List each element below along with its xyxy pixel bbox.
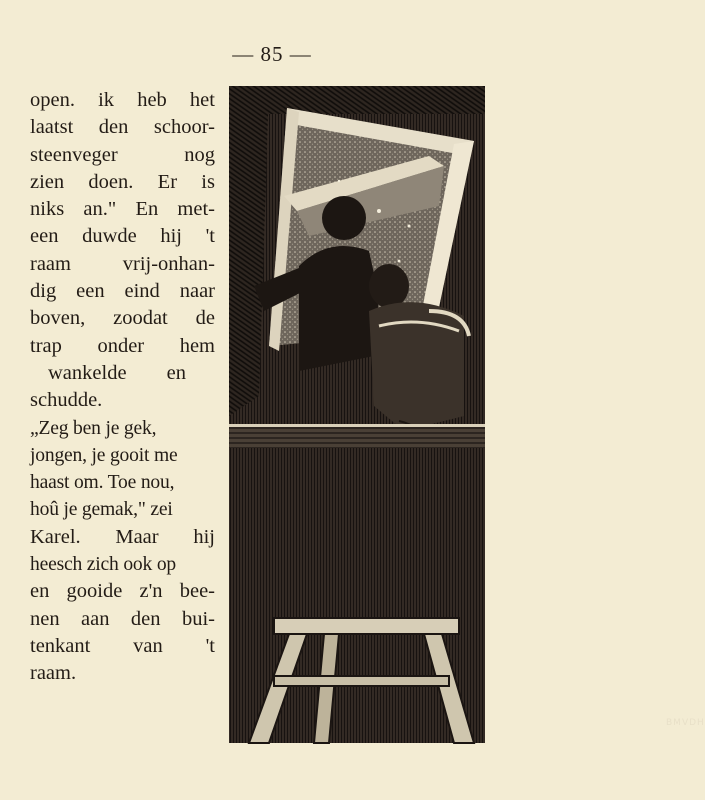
text-line [30,360,186,387]
text-word: heb [137,89,167,111]
text-line [30,169,215,196]
text-word: vrij-onhan- [122,252,215,275]
text-line [30,496,215,523]
text-word: en [30,580,50,603]
page-number: — 85 — [232,42,312,66]
text-word: Maar [115,525,159,548]
text-line [30,387,215,414]
text-word: nen [30,607,60,630]
text-word: van [133,634,163,657]
body-text [30,87,215,688]
text-word: bui- [181,607,215,630]
text-word: den [98,116,129,139]
text-line [30,251,215,278]
text-line [30,551,215,578]
text-word: raam [30,252,71,275]
text-word: zoodat [113,307,168,330]
text-line [30,469,215,496]
text-word: haast om. Toe nou, [30,472,175,494]
text-line [30,87,215,114]
text-line [30,305,215,332]
illustrator-signature: BMVDH [666,718,705,728]
text-line [30,333,215,360]
text-word: gooide [66,580,123,603]
text-word: den [130,607,161,630]
text-word: doen. [88,170,134,193]
text-word: ik [98,89,115,111]
text-word: hij [193,525,215,548]
text-word: Karel. [30,525,81,548]
text-word: steenveger [30,143,118,166]
text-word: zien [30,170,65,193]
text-line [30,660,215,687]
text-word: is [201,170,215,193]
text-word: de [195,307,215,330]
text-word: een [30,225,59,248]
text-word: raam. [30,662,77,685]
text-word: „Zeg ben je gek, [30,417,157,439]
text-line [30,442,215,469]
text-line [30,142,215,169]
text-word: schoor- [153,116,215,139]
text-word: duwde [82,225,137,248]
text-word: niks [30,198,65,221]
text-word: een [76,280,105,303]
text-word: en [166,361,186,384]
text-word: boven, [30,307,86,330]
text-word: Er [157,170,178,193]
window-sill [229,426,485,448]
text-word: 't [205,634,215,657]
text-word: schudde. [30,389,103,412]
text-line [30,196,215,223]
text-line [30,524,215,551]
text-word: hoû je gemak," zei [30,499,173,521]
text-word: dig [30,280,57,303]
text-word: met- [177,198,215,221]
engraving-illustration [229,86,705,743]
text-word: an." [83,198,117,221]
text-line [30,578,215,605]
text-line [30,114,215,141]
text-line [30,278,215,305]
text-word: wankelde [48,361,127,384]
text-line [30,223,215,250]
text-line [30,606,215,633]
text-word: bee- [179,580,215,603]
text-word: En [135,198,159,221]
text-word: heesch zich ook op [30,554,177,576]
text-line [30,633,215,660]
text-word: z'n [139,580,163,603]
text-line [30,415,215,442]
text-word: 't [205,225,215,248]
text-word: aan [81,607,110,630]
text-word: open. [30,89,75,111]
text-word: het [189,89,215,111]
text-word: nog [184,143,215,166]
text-word: onder [97,334,145,357]
text-word: tenkant [30,634,91,657]
text-word: eind [124,280,160,303]
text-word: trap [30,334,62,357]
text-word: jongen, je gooit me [30,444,178,466]
text-word: hij [160,225,182,248]
text-word: hem [179,334,215,357]
text-word: laatst [30,116,74,139]
text-word: naar [179,280,215,303]
